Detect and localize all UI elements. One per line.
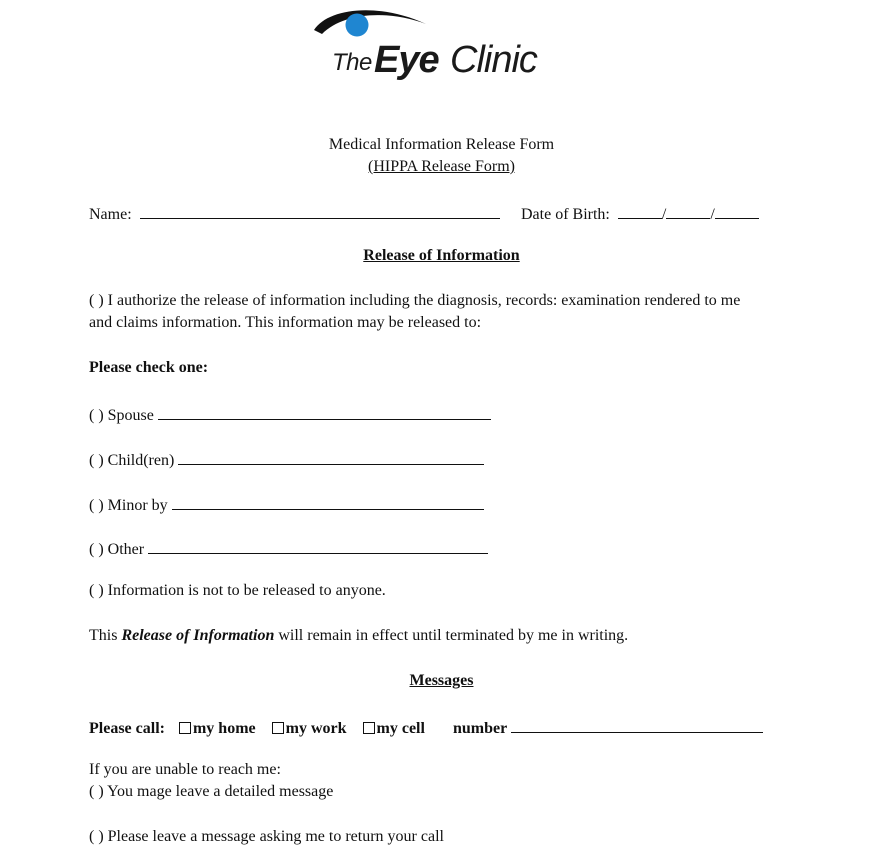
option-not-released[interactable]: ( ) Information is not to be released to anyone. (89, 582, 386, 599)
dob-label: Date of Birth: (521, 206, 610, 223)
name-row (89, 203, 500, 223)
option-spouse[interactable] (89, 404, 491, 424)
call-option-home[interactable]: my home (179, 720, 256, 737)
effect-statement (89, 628, 628, 644)
phone-number-field[interactable] (511, 717, 763, 733)
form-subtitle: (HIPPA Release Form) (368, 158, 515, 175)
logo-the: The (332, 49, 372, 76)
call-option-cell[interactable]: my cell (363, 720, 425, 737)
option-detailed-message[interactable]: ( ) You mage leave a detailed message (89, 783, 334, 800)
minor-field[interactable] (172, 494, 484, 510)
dob-month-field[interactable] (618, 203, 662, 219)
children-field[interactable] (178, 449, 484, 465)
option-label: ( ) Other (89, 541, 145, 558)
option-label: ( ) Child(ren) (89, 452, 175, 469)
effect-prefix: This (89, 627, 122, 644)
checkbox-icon[interactable] (179, 722, 191, 734)
option-children[interactable] (89, 449, 484, 469)
effect-suffix: will remain in effect until terminated by me in writing. (274, 627, 629, 644)
option-label: ( ) Spouse (89, 407, 154, 424)
spouse-field[interactable] (158, 404, 491, 420)
dob-separator: / (710, 206, 715, 223)
dob-separator: / (661, 206, 667, 223)
dob-year-field[interactable] (715, 203, 759, 219)
number-label: number (452, 720, 508, 737)
please-call-row (89, 717, 763, 737)
clinic-logo (308, 4, 570, 90)
authorize-text-cont: and claims information. This information may be released to: (89, 314, 482, 331)
unable-label: If you are unable to reach me: (89, 761, 281, 778)
check-one-label: Please check one: (89, 359, 209, 376)
form-title: Medical Information Release Form (328, 136, 555, 153)
option-other[interactable] (89, 538, 488, 558)
dob-row (521, 203, 759, 223)
eye-pupil-icon (346, 14, 369, 37)
name-field[interactable] (140, 203, 500, 219)
release-heading: Release of Information (363, 247, 520, 264)
effect-emphasis: Release of Information (121, 627, 275, 644)
logo-clinic: Clinic (450, 39, 537, 81)
name-label: Name: (89, 206, 132, 223)
logo-eye: Eye (374, 39, 439, 81)
messages-heading: Messages (409, 672, 474, 689)
other-field[interactable] (148, 538, 488, 554)
option-minor[interactable] (89, 494, 484, 514)
authorize-text[interactable]: ( ) I authorize the release of information including the diagnosis, records: examination rendered to me (89, 292, 741, 309)
dob-day-field[interactable] (666, 203, 710, 219)
option-label: ( ) Minor by (89, 497, 168, 514)
checkbox-icon[interactable] (272, 722, 284, 734)
please-call-label: Please call: (89, 720, 165, 737)
option-return-call[interactable]: ( ) Please leave a message asking me to return your call (89, 828, 444, 845)
call-option-work[interactable]: my work (272, 720, 347, 737)
checkbox-icon[interactable] (363, 722, 375, 734)
